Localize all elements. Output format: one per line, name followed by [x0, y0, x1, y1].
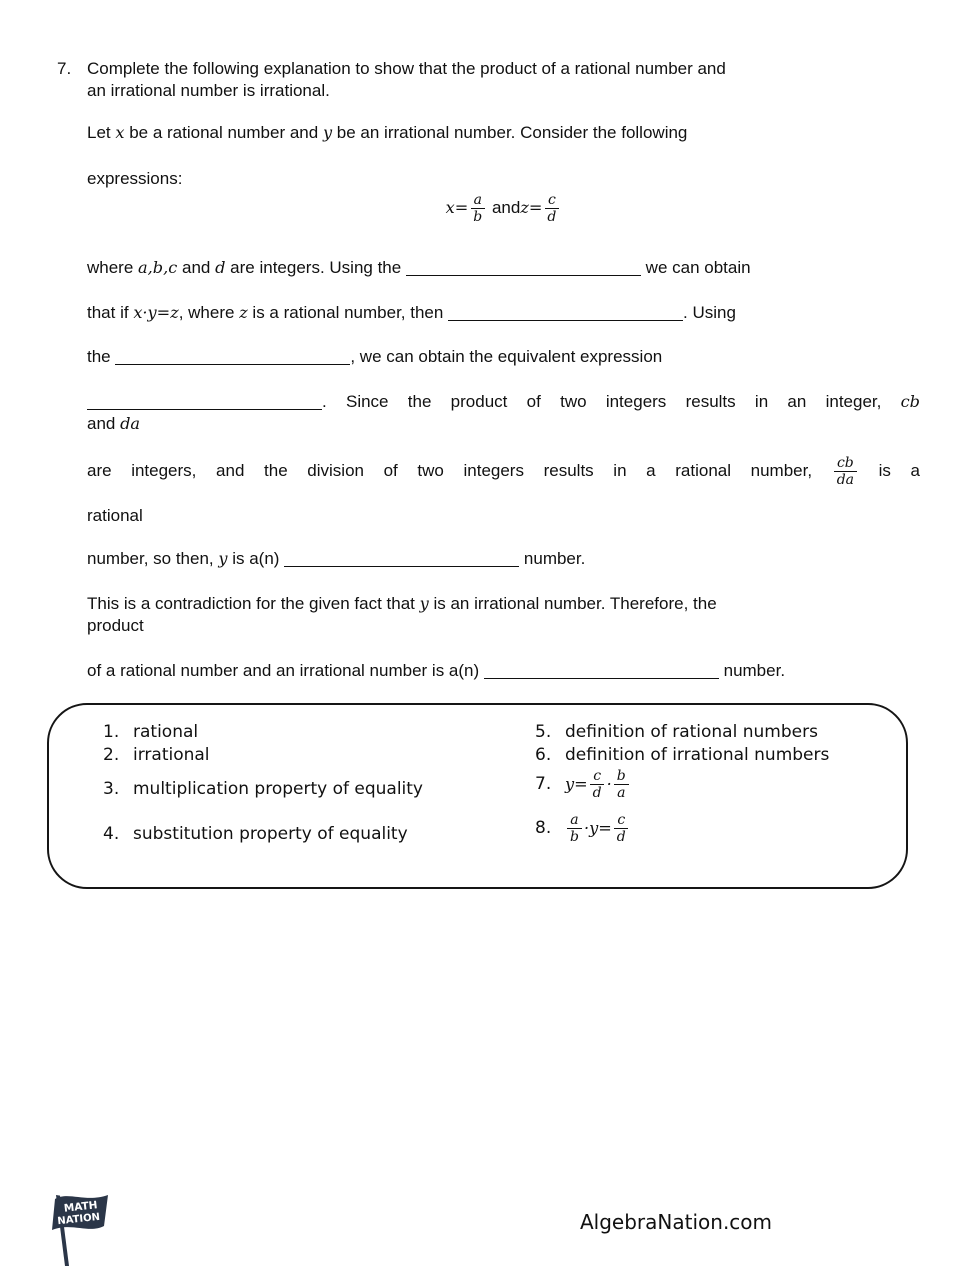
math-variable: x= — [445, 198, 469, 218]
equation-line: x= $\frac{a}{b}$ andz= $\frac{c}{d}$ — [87, 192, 920, 225]
fill-in-blank — [484, 663, 719, 679]
math-variable: d — [215, 258, 226, 277]
since-line: . Since the product of two integers results in an integer, cb — [87, 391, 920, 413]
that-line: that if x·y=z, where z is a rational number, then . Using — [87, 303, 736, 322]
answer-item-2 — [103, 745, 210, 766]
math-variable: ·y= — [583, 818, 612, 838]
where-line: where a,b,c and d are integers. Using the we can obtain — [87, 258, 751, 277]
fraction: $\frac{a}{b}$ — [567, 812, 582, 845]
answer-item-1 — [103, 722, 198, 743]
logo-text-top: MATH — [63, 1199, 99, 1215]
fraction: $\frac{c}{d}$ — [590, 768, 605, 801]
math-variable: a,b,c — [138, 258, 178, 277]
math-variable: cb — [900, 392, 920, 411]
math-nation-logo — [48, 1192, 118, 1266]
item-label: irrational — [133, 745, 210, 765]
answer-item-3 — [103, 779, 423, 800]
are-line: are integers, and the division of two integers results in a rational number, $\frac{cb}{da}$ is a — [87, 455, 920, 489]
fill-in-blank — [406, 260, 641, 276]
item-number: 1. — [103, 722, 120, 742]
item-label: definition of rational numbers — [565, 722, 818, 742]
math-variable: y= — [565, 774, 588, 794]
item-label: rational — [133, 722, 199, 742]
math-variable: da — [120, 414, 141, 433]
item-number: 2. — [103, 745, 120, 765]
fraction: $\frac{c}{d}$ — [544, 192, 559, 225]
math-variable: y — [218, 549, 228, 568]
answer-choices-box — [47, 703, 908, 889]
fill-in-blank — [87, 394, 322, 410]
answer-item-5 — [535, 722, 818, 743]
item-number: 6. — [535, 745, 552, 765]
footer-site-text: AlgebraNation.com — [580, 1210, 773, 1234]
item-label — [565, 768, 631, 801]
math-variable: z — [239, 303, 248, 322]
item-label: substitution property of equality — [133, 824, 408, 844]
number-line: number, so then, y is a(n) number. — [87, 549, 586, 568]
fraction: $\frac{a}{b}$ — [470, 192, 485, 225]
answer-item-8 — [535, 812, 631, 845]
item-number: 8. — [535, 818, 552, 839]
item-label: definition of irrational numbers — [565, 745, 830, 765]
fraction: $\frac{b}{a}$ — [614, 768, 629, 801]
fill-in-blank — [115, 349, 350, 365]
math-variable: y — [322, 123, 333, 142]
math-variable: z= — [520, 198, 543, 218]
expressions-line: expressions: — [87, 169, 183, 188]
answer-item-7 — [535, 768, 631, 801]
fill-in-blank — [448, 305, 683, 321]
item-number: 7. — [535, 774, 552, 795]
answer-item-6 — [535, 745, 829, 766]
answer-item-4 — [103, 824, 408, 845]
math-variable: x — [115, 123, 125, 142]
fraction: $\frac{c}{d}$ — [614, 812, 629, 845]
item-number: 3. — [103, 779, 120, 799]
item-number: 4. — [103, 824, 120, 844]
fill-in-blank — [284, 551, 519, 567]
the-line: the , we can obtain the equivalent expression — [87, 347, 663, 366]
item-label: multiplication property of equality — [133, 779, 423, 799]
question-text: Complete the following explanation to show that the product of a rational number and an irrational number is irrational. — [87, 59, 726, 100]
of-line: of a rational number and an irrational number is a(n) number. — [87, 661, 786, 680]
math-variable: x·y=z — [133, 303, 179, 322]
and-da-line: and da — [87, 414, 141, 433]
rational-line: rational — [87, 506, 143, 525]
let-line: Let x be a rational number and y be an irrational number. Consider the following — [87, 123, 688, 142]
question-heading — [57, 58, 920, 102]
math-variable: y — [419, 594, 429, 613]
item-label — [565, 812, 631, 845]
item-number: 5. — [535, 722, 552, 742]
logo-text-bottom: NATION — [56, 1211, 101, 1228]
question-number: 7. — [57, 59, 72, 78]
math-variable: · — [606, 774, 612, 794]
flag-icon — [48, 1192, 118, 1266]
contradiction-line: This is a contradiction for the given fact that y is an irrational number. Therefore, the product — [87, 594, 717, 635]
fraction: $\frac{cb}{da}$ — [834, 455, 857, 488]
